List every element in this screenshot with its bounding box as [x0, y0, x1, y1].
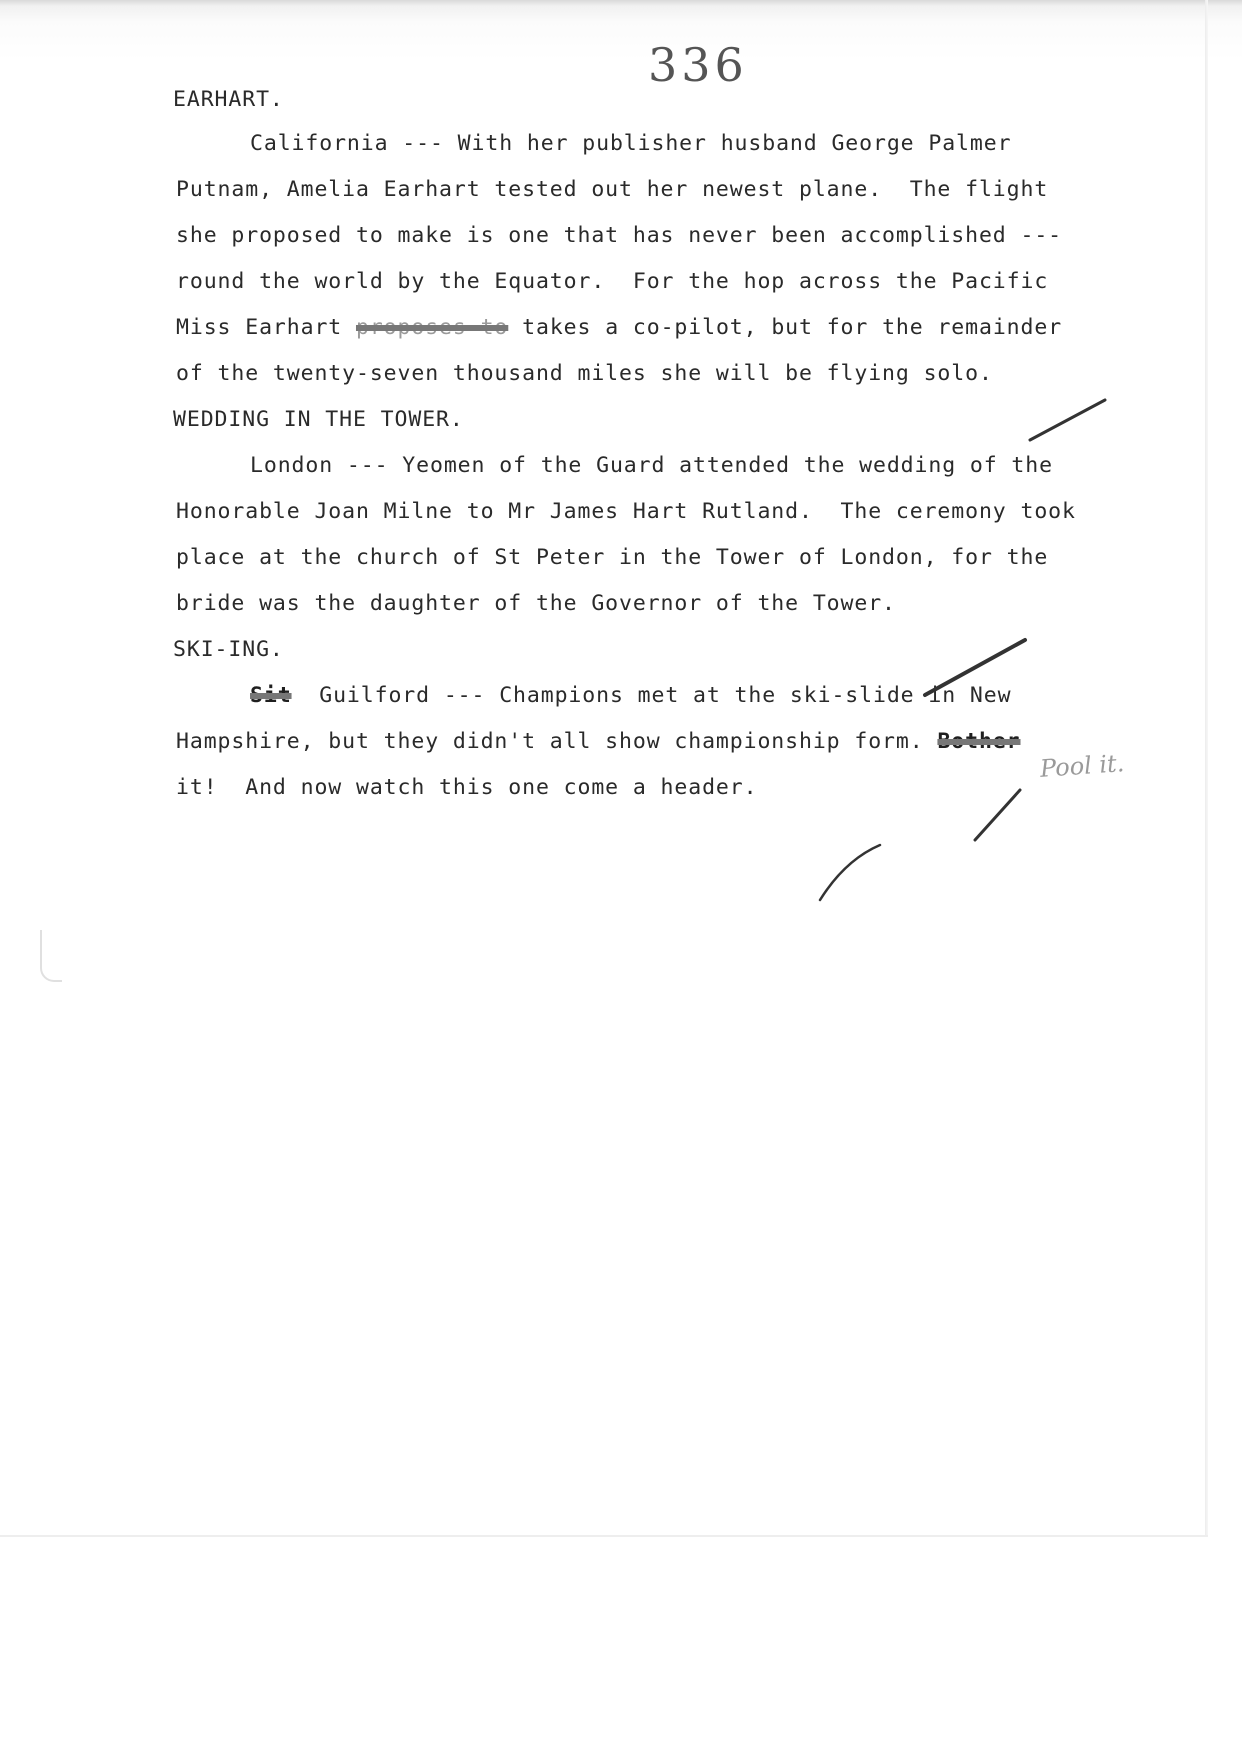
struck-text: Sit: [250, 683, 292, 708]
story-line: it! And now watch this one come a header.: [176, 775, 758, 800]
pen-stroke-mark: [1030, 400, 1105, 440]
pen-stroke-mark: [820, 845, 880, 900]
story-line: California --- With her publisher husband George Palmer: [250, 131, 1012, 156]
pen-stroke-mark: [975, 790, 1020, 840]
pen-stroke-mark: [925, 640, 1025, 695]
story-line: she proposed to make is one that has never been accomplished ---: [176, 223, 1063, 248]
story-line: round the world by the Equator. For the hop across the Pacific: [176, 269, 1049, 294]
story-line: of the twenty-seven thousand miles she will be flying solo.: [176, 361, 993, 386]
line-text: Guilford --- Champions met at the ski-slide in New: [291, 683, 1012, 708]
story-line: bride was the daughter of the Governor of the Tower.: [176, 591, 896, 616]
handwritten-note: Pool it.: [1039, 749, 1126, 783]
story-line: Putnam, Amelia Earhart tested out her newest plane. The flight: [176, 177, 1049, 202]
struck-text: proposes to: [355, 315, 509, 340]
page-number: 336: [648, 38, 748, 92]
story-heading: WEDDING IN THE TOWER.: [173, 407, 464, 432]
line-text: Miss Earhart: [176, 315, 356, 340]
story-line: London --- Yeomen of the Guard attended the wedding of the: [250, 453, 1053, 478]
struck-text: Bother: [937, 729, 1021, 754]
story-heading: EARHART.: [173, 87, 284, 112]
story-line: place at the church of St Peter in the Tower of London, for the: [176, 545, 1049, 570]
story-heading: SKI-ING.: [173, 637, 284, 662]
line-text: Hampshire, but they didn't all show championship form.: [176, 729, 938, 754]
line-text: takes a co-pilot, but for the remainder: [508, 315, 1063, 340]
story-line: Honorable Joan Milne to Mr James Hart Rutland. The ceremony took: [176, 499, 1076, 524]
